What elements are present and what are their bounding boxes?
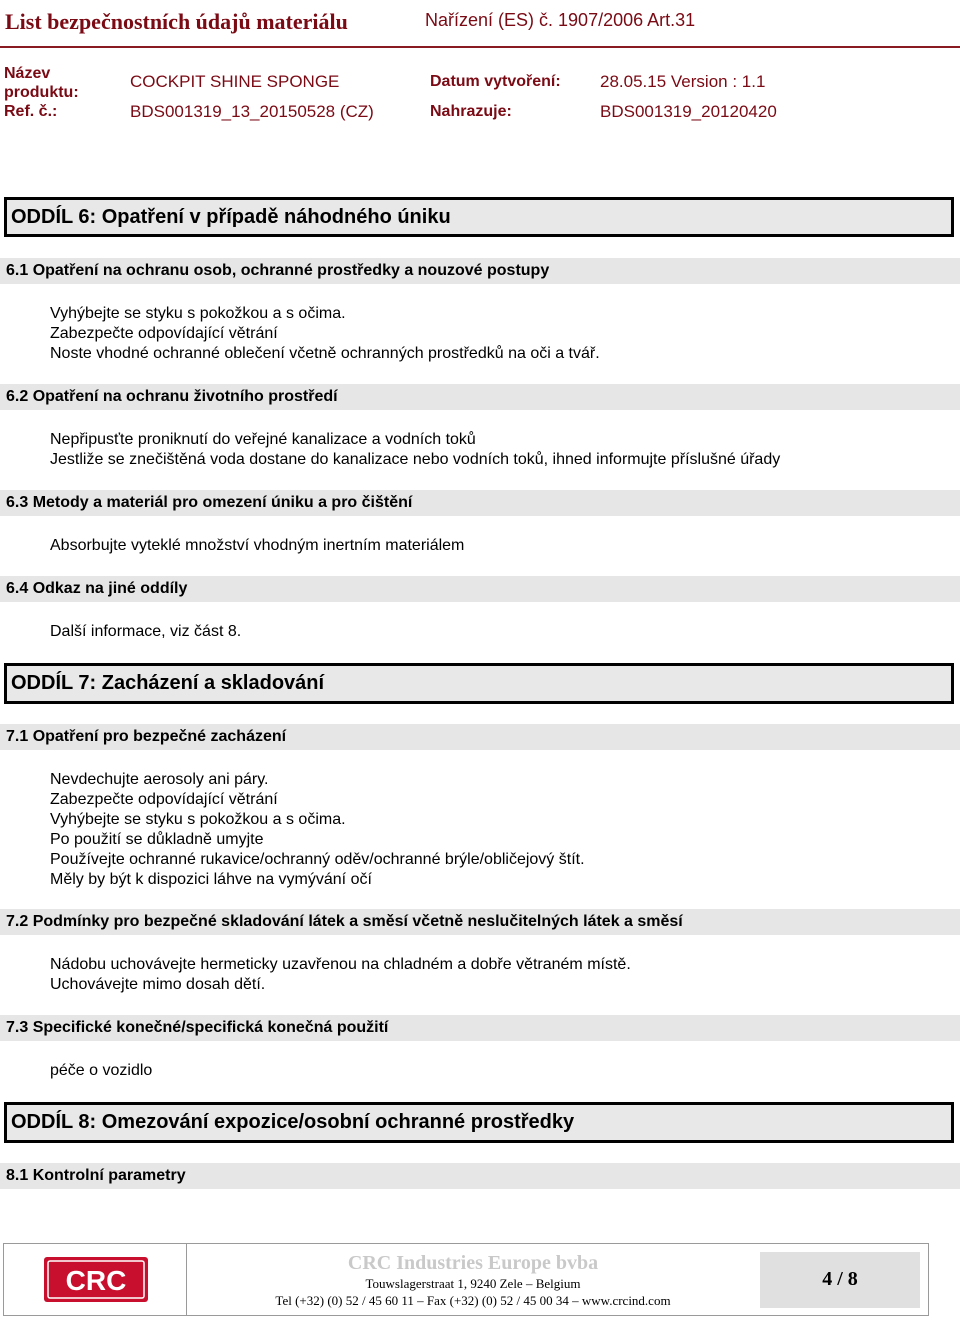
text-line: péče o vozidlo	[50, 1062, 153, 1079]
subsection-7-2-text	[50, 955, 631, 995]
crc-logo-graphic	[4, 1244, 186, 1315]
subsection-6-3-text	[50, 536, 464, 556]
subsection-6-4-text	[50, 622, 241, 642]
company-name: CRC Industries Europe bvba	[347, 1252, 599, 1274]
document-title: List bezpečnostních údajů materiálu	[5, 9, 348, 34]
regulation-reference: Nařízení (ES) č. 1907/2006 Art.31	[425, 10, 696, 30]
subsection-7-3-header: 7.3 Specifické konečné/specifická konečná použití	[0, 1015, 960, 1041]
company-contact: Tel (+32) (0) 52 / 45 60 11 – Fax (+32) (0) 52 / 45 00 34 – www.crcind.com	[275, 1293, 671, 1308]
section-6-header: ODDÍL 6: Opatření v případě náhodného úniku	[4, 197, 954, 237]
subsection-7-3-text	[50, 1061, 152, 1081]
product-name-label: Název produktu:	[4, 65, 79, 101]
text-line: Uchovávejte mimo dosah dětí.	[50, 976, 266, 993]
section-7-header: ODDÍL 7: Zacházení a skladování	[4, 663, 954, 704]
text-line: Noste vhodné ochranné oblečení včetně ochranných prostředků na oči a tvář.	[50, 345, 600, 362]
subsection-7-2-header: 7.2 Podmínky pro bezpečné skladování látek a směsí včetně neslučitelných látek a směsí	[0, 909, 960, 935]
replaces-value: BDS001319_20120420	[600, 102, 777, 121]
date-label: Datum vytvoření:	[430, 73, 561, 90]
crc-logo	[4, 1244, 187, 1315]
subsection-6-1-header: 6.1 Opatření na ochranu osob, ochranné prostředky a nouzové postupy	[0, 258, 960, 284]
subsection-6-2-text	[50, 430, 780, 470]
text-line: Nepřipusťte proniknutí do veřejné kanalizace a vodních toků	[50, 431, 476, 448]
text-line: Nádobu uchovávejte hermeticky uzavřenou na chladném a dobře větraném místě.	[50, 956, 631, 973]
product-name-value: COCKPIT SHINE SPONGE	[130, 72, 340, 91]
subsection-6-4-header: 6.4 Odkaz na jiné oddíly	[0, 576, 960, 602]
replaces-label: Nahrazuje:	[430, 103, 512, 120]
text-line: Používejte ochranné rukavice/ochranný oděv/ochranné brýle/obličejový štít.	[50, 851, 585, 868]
ref-value: BDS001319_13_20150528 (CZ)	[130, 102, 374, 121]
subsection-8-1-header: 8.1 Kontrolní parametry	[0, 1163, 960, 1189]
text-line: Vyhýbejte se styku s pokožkou a s očima.	[50, 305, 346, 322]
text-line: Po použití se důkladně umyjte	[50, 831, 264, 848]
subsection-7-1-header: 7.1 Opatření pro bezpečné zacházení	[0, 724, 960, 750]
text-line: Další informace, viz část 8.	[50, 623, 242, 640]
text-line: Měly by být k dispozici láhve na vymývání očí	[50, 871, 372, 888]
date-value: 28.05.15 Version : 1.1	[600, 72, 766, 91]
text-line: Zabezpečte odpovídající větrání	[50, 791, 278, 808]
text-line: Jestliže se znečištěná voda dostane do kanalizace nebo vodních toků, ihned informujte příslušné úřady	[50, 451, 781, 468]
page-number: 4 / 8	[822, 1268, 858, 1290]
ref-label: Ref. č.:	[4, 103, 58, 120]
subsection-6-3-header: 6.3 Metody a materiál pro omezení úniku a pro čištění	[0, 490, 960, 516]
subsection-6-2-header: 6.2 Opatření na ochranu životního prostředí	[0, 384, 960, 410]
section-8-header: ODDÍL 8: Omezování expozice/osobní ochranné prostředky	[4, 1102, 954, 1143]
text-line: Zabezpečte odpovídající větrání	[50, 325, 278, 342]
text-line: Absorbujte vyteklé množství vhodným inertním materiálem	[50, 537, 465, 554]
subsection-6-1-text	[50, 304, 600, 364]
text-line: Vyhýbejte se styku s pokožkou a s očima.	[50, 811, 346, 828]
header-divider	[0, 46, 960, 48]
text-line: Nevdechujte aerosoly ani páry.	[50, 771, 269, 788]
company-address: Touwslagerstraat 1, 9240 Zele – Belgium	[365, 1276, 581, 1291]
svg-text:CRC: CRC	[65, 1265, 127, 1296]
subsection-7-1-text	[50, 770, 585, 890]
